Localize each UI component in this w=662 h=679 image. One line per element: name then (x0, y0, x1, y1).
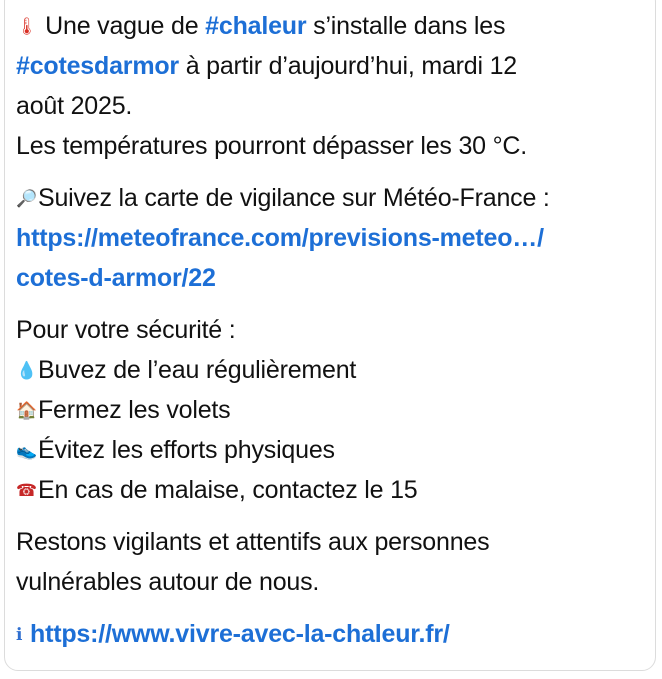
thermometer-icon: 🌡 (16, 17, 38, 37)
line: 🔎Suivez la carte de vigilance sur Météo-France : (16, 184, 550, 212)
line (16, 614, 656, 654)
tip-item: 💧Buvez de l’eau régulièrement (16, 356, 357, 384)
post-body (16, 6, 656, 654)
running-shoe-icon: 👟 (16, 441, 37, 461)
vivre-avec-la-chaleur-link[interactable]: https://www.vivre-avec-la-chaleur.fr/ (30, 620, 450, 648)
paragraph-safety (16, 310, 656, 510)
magnifier-icon: 🔎 (16, 189, 37, 209)
meteofrance-link-continued[interactable]: cotes-d-armor/22 (16, 264, 216, 292)
line: août 2025. (16, 92, 133, 120)
line: vulnérables autour de nous. (16, 568, 320, 596)
paragraph-vigilance (16, 178, 656, 298)
line: Les températures pourront dépasser les 30 °C. (16, 132, 527, 160)
line: #cotesdarmor à partir d’aujourd’hui, mardi 12 (16, 52, 517, 80)
droplet-icon: 💧 (16, 361, 37, 381)
line: Restons vigilants et attentifs aux personnes (16, 528, 490, 556)
hashtag-chaleur[interactable]: #chaleur (205, 12, 307, 40)
house-icon: 🏠 (16, 401, 37, 421)
tip-item: ☎En cas de malaise, contactez le 15 (16, 476, 418, 504)
paragraph-solidarity (16, 522, 656, 602)
meteofrance-link[interactable]: https://meteofrance.com/previsions-meteo…/ (16, 224, 544, 252)
tip-item: 🏠Fermez les volets (16, 396, 231, 424)
paragraph-info-link (16, 614, 656, 654)
info-icon: ℹ (16, 625, 23, 645)
safety-heading: Pour votre sécurité : (16, 316, 236, 344)
telephone-icon: ☎ (16, 481, 37, 501)
line: 🌡 Une vague de #chaleur s’installe dans les (16, 12, 506, 40)
tip-item: 👟Évitez les efforts physiques (16, 436, 335, 464)
paragraph-heatwave (16, 6, 656, 166)
hashtag-cotesdarmor[interactable]: #cotesdarmor (16, 52, 179, 80)
